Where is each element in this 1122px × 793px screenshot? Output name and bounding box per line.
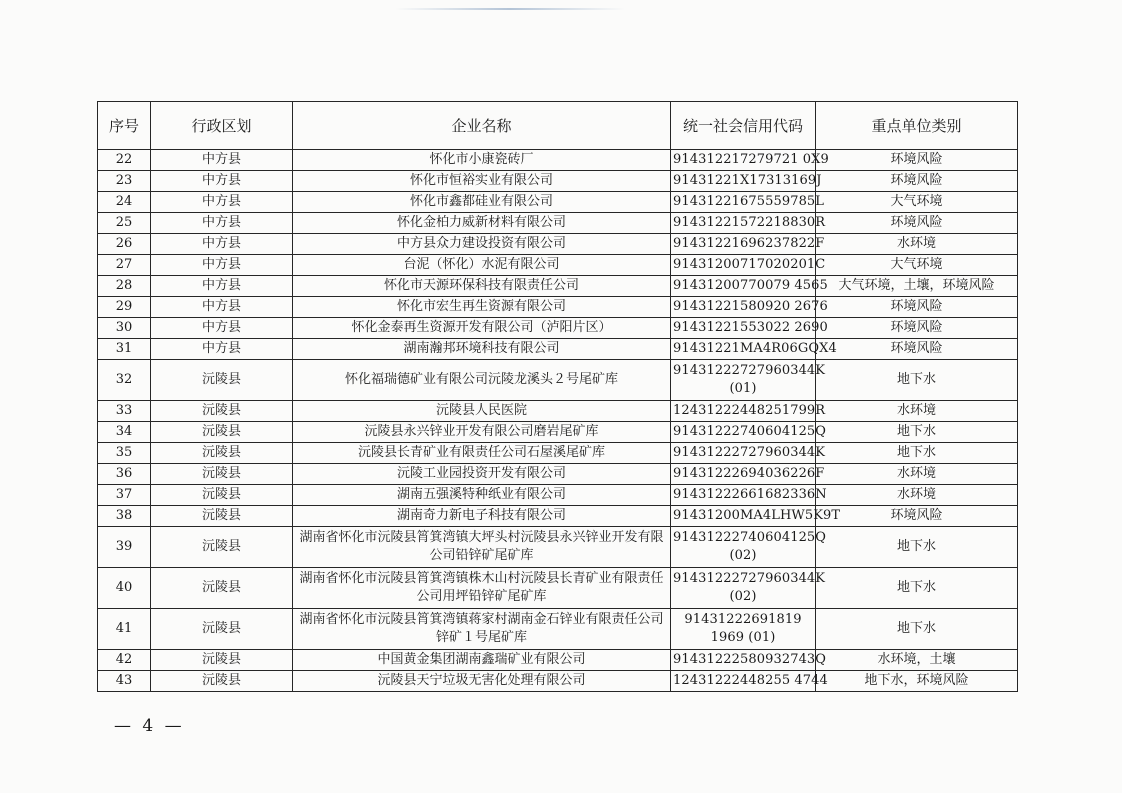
page-number: — 4 —: [114, 716, 185, 736]
table-row: [98, 401, 1018, 422]
unit-category-cell: 地下水: [816, 568, 1018, 609]
unit-category-cell: 大气环境，土壤，环境风险: [816, 276, 1018, 297]
credit-code-cell: 91431222694036226F: [671, 464, 816, 485]
region-cell: 中方县: [151, 234, 293, 255]
unit-category-cell: 地下水: [816, 422, 1018, 443]
enterprise-name-cell: 沅陵县长青矿业有限责任公司石屋溪尾矿库: [293, 443, 671, 464]
credit-code-cell: 91431221572218830R: [671, 213, 816, 234]
region-cell: 中方县: [151, 150, 293, 171]
credit-code-cell: 91431222580932743Q: [671, 650, 816, 671]
region-cell: 沅陵县: [151, 506, 293, 527]
enterprise-name-cell: 沅陵县人民医院: [293, 401, 671, 422]
serial-number-cell: 38: [98, 506, 151, 527]
unit-category-cell: 环境风险: [816, 318, 1018, 339]
unit-category-cell: 水环境: [816, 234, 1018, 255]
region-cell: 沅陵县: [151, 671, 293, 692]
credit-code-cell: 91431222661682336N: [671, 485, 816, 506]
enterprise-name-cell: 沅陵县天宁垃圾无害化处理有限公司: [293, 671, 671, 692]
credit-code-cell: 91431200717020201C: [671, 255, 816, 276]
credit-code-cell: 91431221675559785L: [671, 192, 816, 213]
unit-category-cell: 环境风险: [816, 171, 1018, 192]
region-cell: 中方县: [151, 213, 293, 234]
region-cell: 中方县: [151, 171, 293, 192]
serial-number-cell: 36: [98, 464, 151, 485]
table-row: [98, 568, 1018, 609]
unit-category-cell: 大气环境: [816, 255, 1018, 276]
credit-code-cell: 91431222727960344K (01): [671, 360, 816, 401]
credit-code-cell: 914312217279721 0X9: [671, 150, 816, 171]
unit-category-cell: 环境风险: [816, 297, 1018, 318]
table-body: [98, 150, 1018, 692]
region-cell: 沅陵县: [151, 422, 293, 443]
credit-code-cell: 91431222740604125Q: [671, 422, 816, 443]
region-cell: 沅陵县: [151, 527, 293, 568]
credit-code-cell: 91431222691819 1969 (01): [671, 609, 816, 650]
table-row: [98, 213, 1018, 234]
table-row: [98, 360, 1018, 401]
table-row: [98, 609, 1018, 650]
serial-number-cell: 33: [98, 401, 151, 422]
enterprise-name-cell: 怀化市宏生再生资源有限公司: [293, 297, 671, 318]
region-cell: 沅陵县: [151, 650, 293, 671]
credit-code-cell: 91431222727960344K (02): [671, 568, 816, 609]
credit-code-cell: 12431222448255 4744: [671, 671, 816, 692]
enterprise-name-cell: 台泥（怀化）水泥有限公司: [293, 255, 671, 276]
header-credit-code: 统一社会信用代码: [671, 102, 816, 150]
enterprise-name-cell: 湖南奇力新电子科技有限公司: [293, 506, 671, 527]
region-cell: 中方县: [151, 276, 293, 297]
serial-number-cell: 26: [98, 234, 151, 255]
serial-number-cell: 31: [98, 339, 151, 360]
serial-number-cell: 28: [98, 276, 151, 297]
serial-number-cell: 43: [98, 671, 151, 692]
credit-code-cell: 91431221X17313169J: [671, 171, 816, 192]
serial-number-cell: 29: [98, 297, 151, 318]
serial-number-cell: 32: [98, 360, 151, 401]
enterprise-name-cell: 怀化金泰再生资源开发有限公司（泸阳片区）: [293, 318, 671, 339]
unit-category-cell: 地下水: [816, 360, 1018, 401]
table-row: [98, 339, 1018, 360]
serial-number-cell: 39: [98, 527, 151, 568]
enterprise-name-cell: 湖南五强溪特种纸业有限公司: [293, 485, 671, 506]
unit-category-cell: 环境风险: [816, 150, 1018, 171]
table-row: [98, 671, 1018, 692]
header-unit-category: 重点单位类别: [816, 102, 1018, 150]
credit-code-cell: 91431221MA4R06GQX4: [671, 339, 816, 360]
table-row: [98, 506, 1018, 527]
header-serial-number: 序号: [98, 102, 151, 150]
region-cell: 中方县: [151, 318, 293, 339]
region-cell: 沅陵县: [151, 568, 293, 609]
enterprise-name-cell: 中方县众力建设投资有限公司: [293, 234, 671, 255]
table-row: [98, 171, 1018, 192]
region-cell: 中方县: [151, 339, 293, 360]
header-administrative-region: 行政区划: [151, 102, 293, 150]
table-row: [98, 650, 1018, 671]
credit-code-cell: 91431222727960344K: [671, 443, 816, 464]
region-cell: 中方县: [151, 192, 293, 213]
enterprise-name-cell: 怀化市鑫都硅业有限公司: [293, 192, 671, 213]
unit-category-cell: 地下水: [816, 443, 1018, 464]
enterprise-name-cell: 沅陵工业园投资开发有限公司: [293, 464, 671, 485]
credit-code-cell: 91431221580920 2676: [671, 297, 816, 318]
enterprise-name-cell: 怀化市天源环保科技有限责任公司: [293, 276, 671, 297]
region-cell: 沅陵县: [151, 485, 293, 506]
serial-number-cell: 25: [98, 213, 151, 234]
region-cell: 沅陵县: [151, 609, 293, 650]
table-row: [98, 527, 1018, 568]
table-row: [98, 485, 1018, 506]
region-cell: 沅陵县: [151, 401, 293, 422]
unit-category-cell: 地下水，环境风险: [816, 671, 1018, 692]
enterprise-name-cell: 湖南省怀化市沅陵县筲箕湾镇株木山村沅陵县长青矿业有限责任公司用坪铅锌矿尾矿库: [293, 568, 671, 609]
enterprise-name-cell: 怀化市小康瓷砖厂: [293, 150, 671, 171]
enterprise-name-cell: 湖南瀚邦环境科技有限公司: [293, 339, 671, 360]
unit-category-cell: 地下水: [816, 527, 1018, 568]
unit-category-cell: 地下水: [816, 609, 1018, 650]
region-cell: 中方县: [151, 297, 293, 318]
enterprise-name-cell: 沅陵县永兴锌业开发有限公司磨岩尾矿库: [293, 422, 671, 443]
enterprise-name-cell: 湖南省怀化市沅陵县筲箕湾镇蒋家村湖南金石锌业有限责任公司锌矿１号尾矿库: [293, 609, 671, 650]
credit-code-cell: 91431200MA4LHW5K9T: [671, 506, 816, 527]
serial-number-cell: 27: [98, 255, 151, 276]
region-cell: 沅陵县: [151, 443, 293, 464]
credit-code-cell: 91431200770079 4565: [671, 276, 816, 297]
table-row: [98, 464, 1018, 485]
table-row: [98, 318, 1018, 339]
table-header-row: [98, 102, 1018, 150]
table-row: [98, 422, 1018, 443]
unit-category-cell: 环境风险: [816, 339, 1018, 360]
table-row: [98, 234, 1018, 255]
serial-number-cell: 41: [98, 609, 151, 650]
unit-category-cell: 水环境: [816, 464, 1018, 485]
table-row: [98, 255, 1018, 276]
credit-code-cell: 12431222448251799R: [671, 401, 816, 422]
serial-number-cell: 42: [98, 650, 151, 671]
unit-category-cell: 水环境，土壤: [816, 650, 1018, 671]
credit-code-cell: 91431221553022 2690: [671, 318, 816, 339]
serial-number-cell: 37: [98, 485, 151, 506]
unit-category-cell: 水环境: [816, 485, 1018, 506]
table-row: [98, 276, 1018, 297]
enterprise-name-cell: 怀化市恒裕实业有限公司: [293, 171, 671, 192]
region-cell: 沅陵县: [151, 464, 293, 485]
serial-number-cell: 24: [98, 192, 151, 213]
serial-number-cell: 23: [98, 171, 151, 192]
credit-code-cell: 91431222740604125Q (02): [671, 527, 816, 568]
table-row: [98, 150, 1018, 171]
table-row: [98, 297, 1018, 318]
enterprise-name-cell: 中国黄金集团湖南鑫瑞矿业有限公司: [293, 650, 671, 671]
enterprise-name-cell: 怀化福瑞德矿业有限公司沅陵龙溪头２号尾矿库: [293, 360, 671, 401]
serial-number-cell: 35: [98, 443, 151, 464]
enterprise-name-cell: 湖南省怀化市沅陵县筲箕湾镇大坪头村沅陵县永兴锌业开发有限公司铅锌矿尾矿库: [293, 527, 671, 568]
unit-category-cell: 环境风险: [816, 506, 1018, 527]
serial-number-cell: 22: [98, 150, 151, 171]
serial-number-cell: 40: [98, 568, 151, 609]
table-row: [98, 192, 1018, 213]
enterprise-name-cell: 怀化金柏力威新材料有限公司: [293, 213, 671, 234]
unit-category-cell: 大气环境: [816, 192, 1018, 213]
table-row: [98, 443, 1018, 464]
header-enterprise-name: 企业名称: [293, 102, 671, 150]
region-cell: 中方县: [151, 255, 293, 276]
credit-code-cell: 91431221696237822F: [671, 234, 816, 255]
serial-number-cell: 30: [98, 318, 151, 339]
serial-number-cell: 34: [98, 422, 151, 443]
region-cell: 沅陵县: [151, 360, 293, 401]
unit-category-cell: 水环境: [816, 401, 1018, 422]
unit-category-cell: 环境风险: [816, 213, 1018, 234]
scan-artifact: [395, 8, 625, 10]
key-units-table: [97, 101, 1018, 692]
